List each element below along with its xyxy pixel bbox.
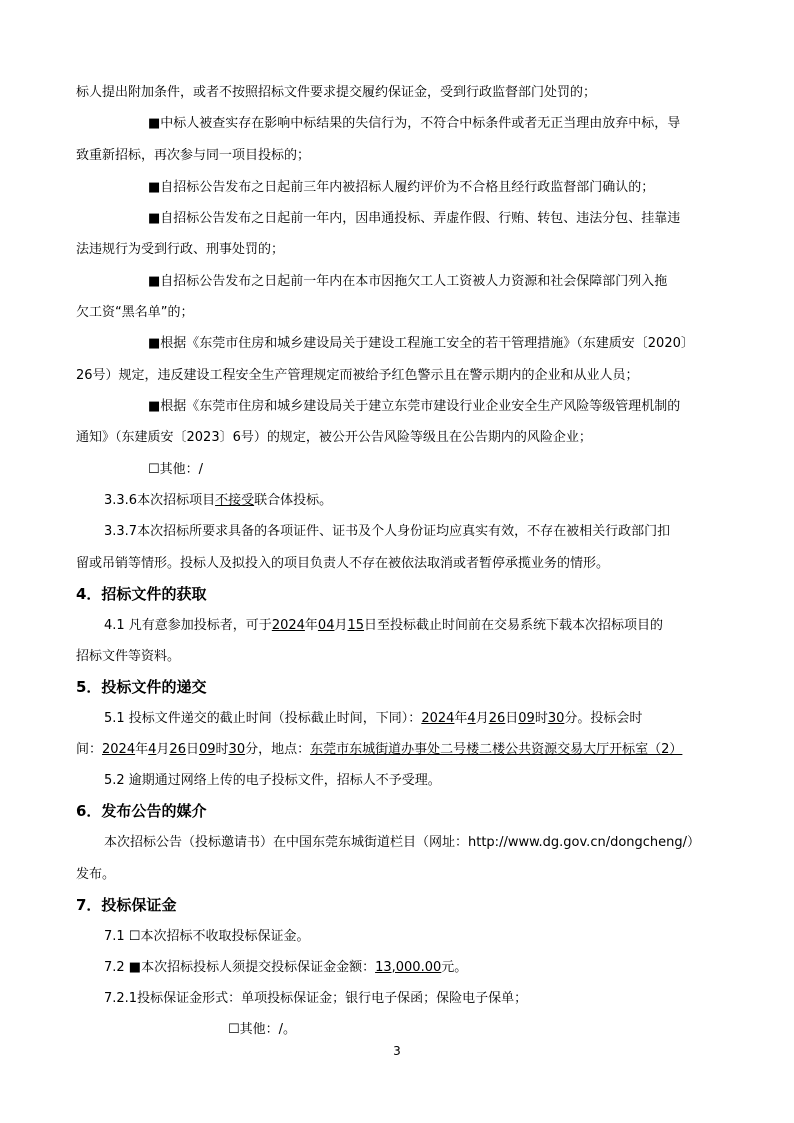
- section-heading-6: 6．发布公告的媒介: [76, 802, 207, 820]
- text-line: ■自招标公告发布之日起前一年内，因串通投标、弄虚作假、行贿、转包、违法分包、挂靠违: [148, 211, 681, 226]
- text-line: 7.1 ☐本次招标不收取投标保证金。: [104, 929, 310, 944]
- text-line: 7.2 ■本次招标投标人须提交投标保证金金额：13,000.00元。: [104, 960, 468, 975]
- bid-location: 东莞市东城街道办事处二号楼二楼公共资源交易大厅开标室（2）: [310, 742, 683, 757]
- checkbox-other: ☐其他：/。: [228, 1022, 297, 1037]
- text-line: 间：2024年4月26日09时30分，地点：东莞市东城街道办事处二号楼二楼公共资源交易大厅开标室（2）: [76, 742, 683, 757]
- text-line: ■根据《东莞市住房和城乡建设局关于建立东莞市建设行业企业安全生产风险等级管理机制的: [148, 399, 681, 414]
- text-line: ■自招标公告发布之日起前一年内在本市因拖欠工人工资被人力资源和社会保障部门列入拖: [148, 274, 668, 289]
- text-line: 留或吊销等情形。投标人及拟投入的项目负责人不存在被依法取消或者暂停承揽业务的情形。: [76, 556, 610, 571]
- text-line: 标人提出附加条件，或者不按照招标文件要求提交履约保证金，受到行政监督部门处罚的；: [76, 85, 597, 100]
- text-line: 通知》（东建质安〔2023〕6号）的规定，被公开公告风险等级且在公告期内的风险企业；: [76, 430, 592, 445]
- section-heading-5: 5．投标文件的递交: [76, 678, 207, 696]
- checkbox-other: ☐其他：/: [148, 462, 204, 477]
- text-line: ■根据《东莞市住房和城乡建设局关于建设工程施工安全的若干管理措施》（东建质安〔2020〕: [148, 336, 694, 351]
- section-heading-4: 4．招标文件的获取: [76, 585, 207, 603]
- text-line: 招标文件等资料。: [76, 649, 181, 664]
- text-line: 欠工资“黑名单”的；: [76, 305, 194, 320]
- text-line: ■中标人被查实存在影响中标结果的失信行为，不符合中标条件或者无正当理由放弃中标，导: [148, 116, 681, 131]
- text-line: 发布。: [76, 867, 116, 882]
- consortium-value: 不接受: [215, 493, 255, 508]
- deposit-amount: 13,000.00: [375, 960, 442, 975]
- text-line: 3.3.6本次招标项目不接受联合体投标。: [104, 493, 333, 508]
- text-line: 法违规行为受到行政、刑事处罚的；: [76, 242, 285, 257]
- text-line: 本次招标公告（投标邀请书）在中国东莞东城街道栏目（网址：http://www.dg.gov.cn/dongcheng/）: [104, 835, 701, 850]
- text-line: 5.2 逾期通过网络上传的电子投标文件，招标人不予受理。: [104, 773, 441, 788]
- text-line: 致重新招标，再次参与同一项目投标的；: [76, 148, 311, 163]
- text-line: 26号）规定，违反建设工程安全生产管理规定而被给予红色警示且在警示期内的企业和从业人员；: [76, 368, 639, 383]
- text-line: 4.1 凡有意参加投标者，可于2024年04月15日至投标截止时间前在交易系统下载本次招标项目的: [104, 618, 664, 633]
- text-line: 3.3.7本次招标所要求具备的各项证件、证书及个人身份证均应真实有效，不存在被相关行政部门扣: [104, 524, 671, 539]
- text-line: ■自招标公告发布之日起前三年内被招标人履约评价为不合格且经行政监督部门确认的；: [148, 180, 655, 195]
- text-line: 5.1 投标文件递交的截止时间（投标截止时间，下同）：2024年4月26日09时30分。投标会时: [104, 711, 643, 726]
- page-number: 3: [393, 1044, 401, 1058]
- section-heading-7: 7．投标保证金: [76, 896, 177, 914]
- text-line: 7.2.1投标保证金形式：单项投标保证金；银行电子保函；保险电子保单；: [104, 991, 528, 1006]
